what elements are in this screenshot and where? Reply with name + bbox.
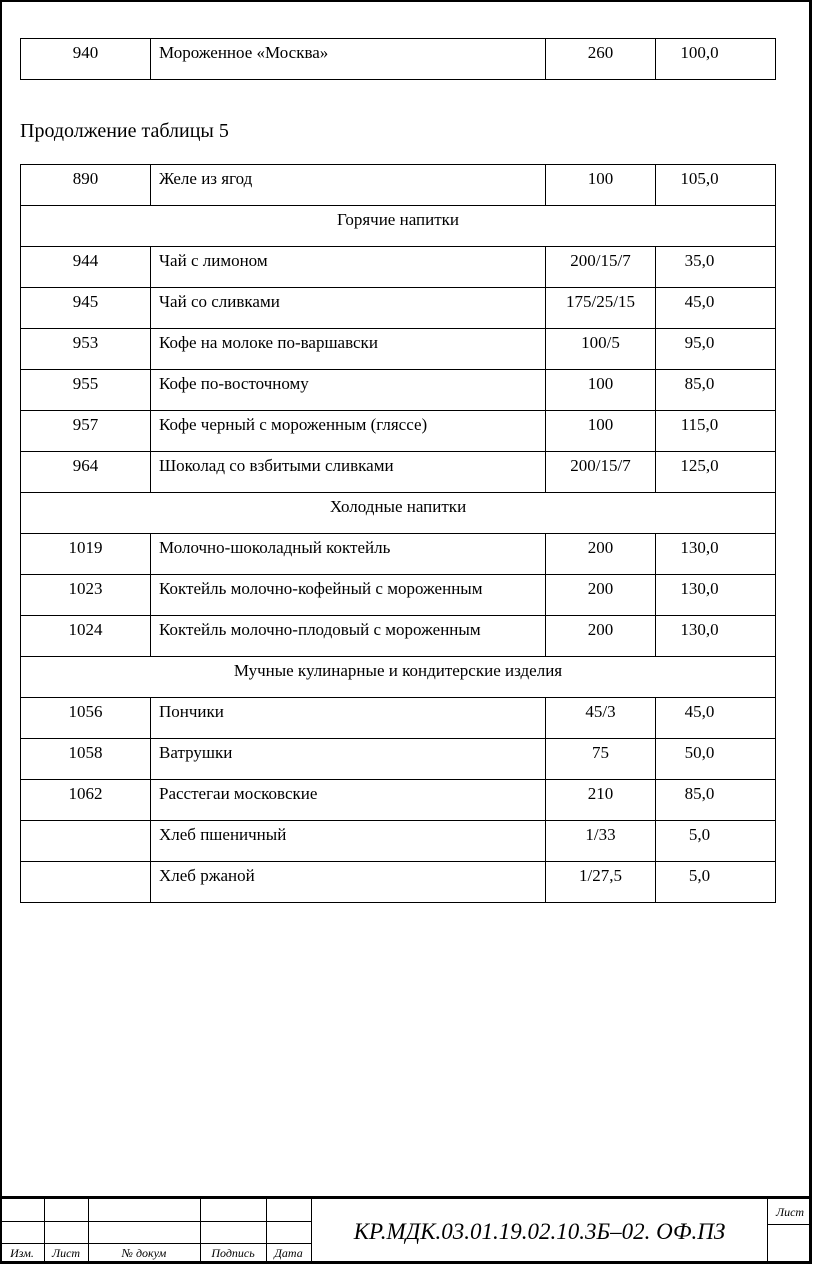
dish-name-cell	[151, 821, 546, 862]
section-heading-text: Мучные кулинарные и кондитерские изделия	[233, 661, 563, 680]
section-row	[21, 493, 776, 534]
dish-output: 100/5	[581, 333, 620, 352]
dish-name-cell	[151, 616, 546, 657]
dish-output: 200	[587, 579, 614, 598]
dish-name-cell	[151, 739, 546, 780]
dish-code: 957	[72, 415, 99, 434]
table-row	[21, 329, 776, 370]
dish-name: Шоколад со взбитыми сливками	[159, 456, 394, 475]
dish-price: 95,0	[684, 333, 715, 352]
dish-name: Коктейль молочно-кофейный с мороженным	[159, 579, 483, 598]
dish-price: 130,0	[680, 620, 719, 639]
dish-code: 1019	[68, 538, 103, 557]
dish-name-cell	[151, 534, 546, 575]
dish-price-cell	[656, 780, 776, 821]
section-heading	[21, 657, 776, 698]
dish-output-cell	[546, 411, 656, 452]
dish-output: 200/15/7	[570, 456, 631, 475]
dish-output-cell	[546, 370, 656, 411]
dish-price-cell	[656, 39, 776, 80]
dish-name: Кофе на молоке по-варшавски	[159, 333, 378, 352]
dish-price-cell	[656, 247, 776, 288]
dish-price: 125,0	[680, 456, 719, 475]
label-date: Дата	[274, 1246, 303, 1260]
table-row	[21, 452, 776, 493]
dish-code-cell	[21, 452, 151, 493]
section-heading	[21, 493, 776, 534]
dish-code-cell	[21, 165, 151, 206]
table-row	[21, 370, 776, 411]
dish-output-cell	[546, 698, 656, 739]
dish-price-cell	[656, 370, 776, 411]
dish-output-cell	[546, 39, 656, 80]
dish-output-cell	[546, 616, 656, 657]
dish-code-cell	[21, 370, 151, 411]
dish-price-cell	[656, 165, 776, 206]
dish-name-cell	[151, 247, 546, 288]
dish-output-cell	[546, 575, 656, 616]
dish-price: 50,0	[684, 743, 715, 762]
dish-output-cell	[546, 862, 656, 903]
dish-output: 210	[587, 784, 614, 803]
label-signature: Подпись	[211, 1246, 255, 1260]
dish-price-cell	[656, 288, 776, 329]
dish-name-cell	[151, 575, 546, 616]
dish-price: 130,0	[680, 538, 719, 557]
dish-code	[21, 821, 150, 825]
table-row	[21, 575, 776, 616]
dish-output: 1/27,5	[579, 866, 622, 885]
dish-price-cell	[656, 616, 776, 657]
dish-code-cell	[21, 411, 151, 452]
section-heading-text: Холодные напитки	[329, 497, 467, 516]
dish-price-cell	[656, 698, 776, 739]
dish-output: 200	[587, 620, 614, 639]
dish-name-cell	[151, 862, 546, 903]
dish-code: 955	[72, 374, 99, 393]
dish-price-cell	[656, 821, 776, 862]
table-row	[21, 862, 776, 903]
dish-code-cell	[21, 862, 151, 903]
dish-price-cell	[656, 411, 776, 452]
menu-table	[20, 164, 776, 903]
dish-code-cell	[21, 575, 151, 616]
table-row	[21, 288, 776, 329]
table-row	[21, 698, 776, 739]
menu-table-body	[21, 165, 776, 903]
dish-price-cell	[656, 534, 776, 575]
dish-price: 45,0	[684, 702, 715, 721]
dish-code-cell	[21, 534, 151, 575]
dish-output: 45/3	[585, 702, 616, 721]
dish-output-cell	[546, 288, 656, 329]
dish-name: Молочно-шоколадный коктейль	[159, 538, 391, 557]
dish-name-cell	[151, 39, 546, 80]
dish-output: 100	[587, 374, 614, 393]
table-row	[21, 165, 776, 206]
dish-code-cell	[21, 739, 151, 780]
dish-name: Пончики	[159, 702, 224, 721]
dish-price-cell	[656, 329, 776, 370]
dish-name: Чай с лимоном	[159, 251, 268, 270]
dish-price: 115,0	[680, 415, 719, 434]
table-row	[21, 821, 776, 862]
dish-code: 1058	[68, 743, 103, 762]
dish-code-cell	[21, 247, 151, 288]
dish-code-cell	[21, 780, 151, 821]
dish-name-cell	[151, 452, 546, 493]
table-row	[21, 247, 776, 288]
dish-price: 45,0	[684, 292, 715, 311]
continuation-title: Продолжение таблицы 5	[20, 120, 229, 142]
dish-name: Чай со сливками	[159, 292, 280, 311]
dish-code: 890	[72, 169, 99, 188]
dish-code-cell	[21, 616, 151, 657]
table-row	[21, 739, 776, 780]
dish-output: 260	[587, 43, 614, 62]
title-block	[0, 1196, 812, 1264]
dish-code-cell	[21, 39, 151, 80]
dish-name: Кофе черный с мороженным (гляссе)	[159, 415, 428, 434]
dish-price: 85,0	[684, 374, 715, 393]
dish-code-cell	[21, 288, 151, 329]
dish-name: Мороженное «Москва»	[159, 43, 329, 62]
dish-code-cell	[21, 821, 151, 862]
table-row	[21, 780, 776, 821]
dish-price: 5,0	[688, 825, 711, 844]
dish-output: 100	[587, 169, 614, 188]
label-sheet-number: Лист	[775, 1205, 805, 1219]
label-sheet: Лист	[51, 1246, 81, 1260]
table-row	[21, 616, 776, 657]
label-doc-number: № докум	[121, 1246, 167, 1260]
label-change: Изм.	[10, 1246, 34, 1260]
dish-code: 944	[72, 251, 99, 270]
dish-price: 85,0	[684, 784, 715, 803]
dish-price: 130,0	[680, 579, 719, 598]
dish-code: 945	[72, 292, 99, 311]
dish-name: Ватрушки	[159, 743, 233, 762]
document-code: КР.МДК.03.01.19.02.10.3Б–02. ОФ.ПЗ	[353, 1219, 726, 1244]
dish-code-cell	[21, 698, 151, 739]
dish-name-cell	[151, 329, 546, 370]
dish-name: Хлеб ржаной	[159, 866, 255, 885]
dish-price-cell	[656, 862, 776, 903]
dish-price-cell	[656, 452, 776, 493]
dish-output-cell	[546, 780, 656, 821]
dish-code: 1056	[68, 702, 103, 721]
table-row	[21, 39, 776, 80]
dish-price-cell	[656, 575, 776, 616]
dish-output-cell	[546, 821, 656, 862]
dish-code-cell	[21, 329, 151, 370]
dish-code	[21, 862, 150, 866]
dish-output-cell	[546, 329, 656, 370]
section-row	[21, 206, 776, 247]
dish-output-cell	[546, 534, 656, 575]
dish-output: 175/25/15	[566, 292, 635, 311]
dish-name: Хлеб пшеничный	[159, 825, 287, 844]
title-block-divider	[0, 1243, 311, 1244]
dish-name-cell	[151, 698, 546, 739]
dish-output-cell	[546, 739, 656, 780]
table-row	[21, 534, 776, 575]
dish-name: Кофе по-восточному	[159, 374, 309, 393]
section-row	[21, 657, 776, 698]
dish-code: 940	[72, 43, 99, 62]
dish-code: 1024	[68, 620, 103, 639]
dish-name-cell	[151, 288, 546, 329]
dish-name-cell	[151, 411, 546, 452]
dish-output: 100	[587, 415, 614, 434]
dish-price: 105,0	[680, 169, 719, 188]
dish-name: Желе из ягод	[159, 169, 253, 188]
dish-output-cell	[546, 452, 656, 493]
section-heading	[21, 206, 776, 247]
dish-price: 5,0	[688, 866, 711, 885]
dish-output: 75	[592, 743, 609, 762]
title-block-divider	[0, 1221, 311, 1222]
dish-output: 200/15/7	[570, 251, 631, 270]
dish-code: 964	[72, 456, 99, 475]
menu-table-top	[20, 38, 776, 80]
dish-price: 35,0	[684, 251, 715, 270]
menu-table-top-body	[21, 39, 776, 80]
dish-name-cell	[151, 165, 546, 206]
title-block-divider	[767, 1224, 812, 1225]
dish-output-cell	[546, 247, 656, 288]
dish-name-cell	[151, 780, 546, 821]
table-row	[21, 411, 776, 452]
dish-name-cell	[151, 370, 546, 411]
dish-price: 100,0	[680, 43, 719, 62]
dish-code: 1062	[68, 784, 103, 803]
dish-price-cell	[656, 739, 776, 780]
dish-output-cell	[546, 165, 656, 206]
section-heading-text: Горячие напитки	[337, 210, 459, 229]
dish-code: 953	[72, 333, 99, 352]
dish-output: 1/33	[585, 825, 616, 844]
dish-name: Расстегаи московские	[159, 784, 318, 803]
dish-code: 1023	[68, 579, 103, 598]
dish-name: Коктейль молочно-плодовый с мороженным	[159, 620, 481, 639]
dish-output: 200	[587, 538, 614, 557]
